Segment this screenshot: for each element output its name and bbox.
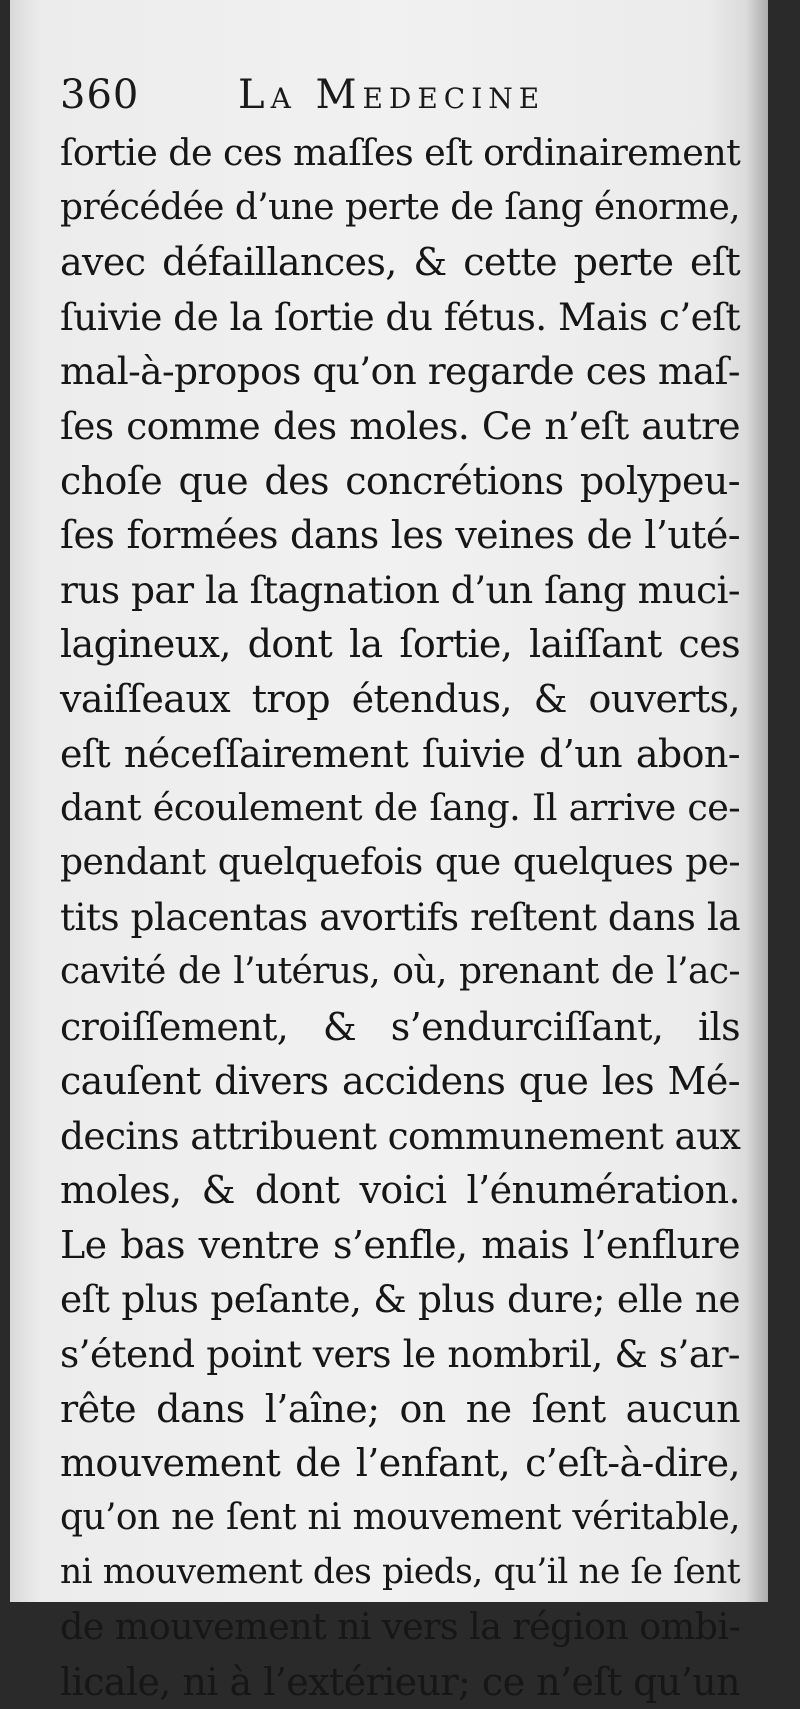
text-line: précédée d’une perte de ſang énorme, [60, 186, 740, 228]
text-line: dant écoulement de ſang. Il arrive ce- [60, 786, 740, 830]
text-line: avec défaillances, & cette perte eſt [60, 240, 740, 285]
text-line: ſuivie de la ſortie du fétus. Mais c’eſt [60, 294, 740, 339]
text-line: s’étend point vers le nombril, & s’ar- [60, 1332, 740, 1377]
text-line: croiſſement, & s’endurciſſant, ils [60, 1004, 740, 1049]
page-edge-shadow [746, 0, 768, 1602]
text-line: eſt néceſſairement ſuivie d’un abon- [60, 731, 740, 776]
text-line: de mouvement ni vers la région ombi- [60, 1605, 741, 1649]
text-line: ſes formées dans les veines de l’uté- [60, 513, 740, 558]
text-line: qu’on ne ſent ni mouvement véritable, [60, 1496, 740, 1538]
text-line: cavité de l’utérus, où, prenant de l’ac- [60, 950, 740, 992]
text-line: choſe que des concrétions polypeu- [60, 458, 740, 503]
text-line: cauſent divers accidens que les Mé- [60, 1059, 740, 1104]
text-line: decins attribuent communement aux [60, 1113, 741, 1158]
text-line: ſes comme des moles. Ce n’eſt autre [60, 403, 740, 448]
text-line: eſt plus peſante, & plus dure; elle ne [60, 1277, 740, 1322]
text-line: tits placentas avortifs reſtent dans la [60, 895, 740, 940]
text-line: mal-à-propos qu’on regarde ces maſ- [60, 349, 740, 394]
page-body-text [60, 126, 740, 1709]
text-line: moles, & dont voici l’énumération. [60, 1168, 740, 1213]
text-line: vaiſſeaux trop étendus, & ouverts, [60, 676, 740, 721]
running-title: La Medecine [238, 72, 546, 118]
book-page [10, 0, 768, 1704]
text-line: rête dans l’aîne; on ne ſent aucun [60, 1386, 740, 1431]
text-line: pendant quelquefois que quelques pe- [60, 841, 740, 883]
text-line: rus par la ſtagnation d’un ſang muci- [60, 567, 740, 612]
text-line: Le bas ventre s’enfle, mais l’enflure [60, 1222, 740, 1267]
text-line: ni mouvement des pieds, qu’il ne ſe ſent [60, 1552, 740, 1593]
text-line: lagineux, dont la ſortie, laiſſant ces [60, 622, 740, 667]
text-line: licale, ni à l’extérieur; ce n’eſt qu’un [60, 1659, 740, 1704]
page-header [60, 72, 740, 124]
page-number: 360 [60, 72, 140, 118]
text-line: mouvement de l’enfant, c’eſt-à-dire, [60, 1441, 740, 1486]
text-line: ſortie de ces maſſes eſt ordinairement [60, 131, 741, 174]
